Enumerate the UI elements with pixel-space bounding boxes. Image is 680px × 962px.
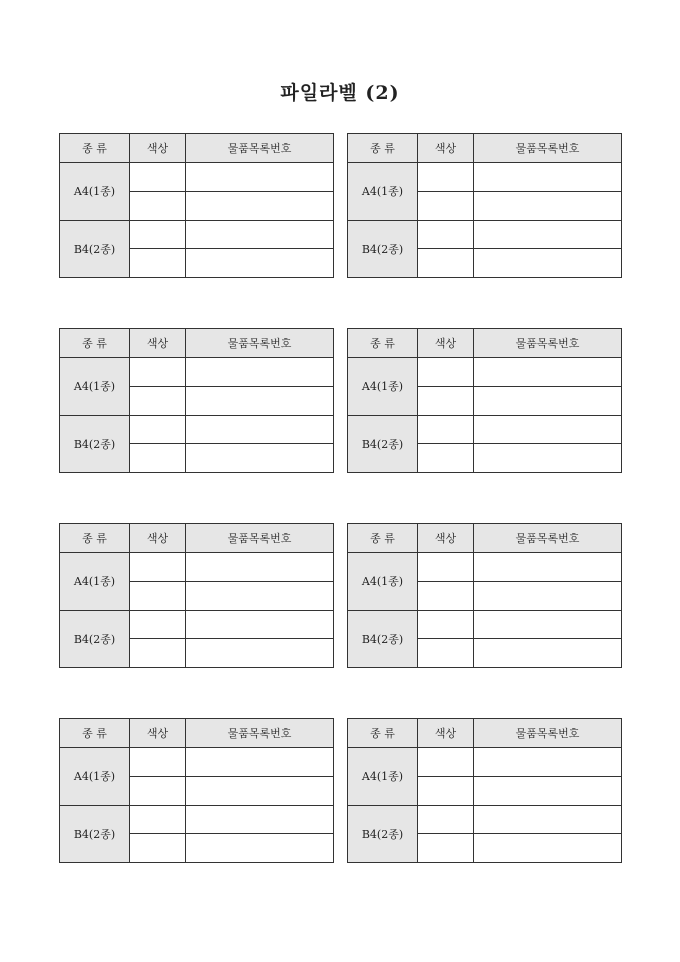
number-cell <box>474 220 622 249</box>
color-cell <box>130 805 186 834</box>
header-number: 물품목록번호 <box>474 134 622 163</box>
number-cell <box>474 748 622 777</box>
header-color: 색상 <box>418 524 474 553</box>
page-title: 파일라벨 (2) <box>280 82 400 104</box>
file-label-table <box>347 523 622 668</box>
file-label-table <box>59 133 334 278</box>
header-color: 색상 <box>130 329 186 358</box>
header-color: 색상 <box>130 134 186 163</box>
color-cell <box>130 415 186 444</box>
color-cell <box>418 581 474 610</box>
number-cell <box>474 834 622 863</box>
color-cell <box>418 220 474 249</box>
number-cell <box>186 415 334 444</box>
number-cell <box>186 358 334 387</box>
number-cell <box>186 805 334 834</box>
number-cell <box>474 415 622 444</box>
number-cell <box>474 249 622 278</box>
color-cell <box>130 444 186 473</box>
row-label-b4: B4(2종) <box>348 415 418 473</box>
header-number: 물품목록번호 <box>474 524 622 553</box>
number-cell <box>186 776 334 805</box>
color-cell <box>418 415 474 444</box>
color-cell <box>130 191 186 220</box>
file-label-table <box>59 328 334 473</box>
color-cell <box>130 220 186 249</box>
row-label-a4: A4(1종) <box>348 163 418 221</box>
header-number: 물품목록번호 <box>186 719 334 748</box>
number-cell <box>474 191 622 220</box>
number-cell <box>474 444 622 473</box>
number-cell <box>186 581 334 610</box>
number-cell <box>186 444 334 473</box>
color-cell <box>130 776 186 805</box>
header-kind: 종 류 <box>60 719 130 748</box>
number-cell <box>186 386 334 415</box>
number-cell <box>186 191 334 220</box>
color-cell <box>130 163 186 192</box>
color-cell <box>130 358 186 387</box>
number-cell <box>474 776 622 805</box>
header-kind: 종 류 <box>60 524 130 553</box>
row-label-b4: B4(2종) <box>348 220 418 278</box>
number-cell <box>186 610 334 639</box>
file-label-table <box>347 718 622 863</box>
row-label-a4: A4(1종) <box>60 748 130 806</box>
number-cell <box>474 581 622 610</box>
color-cell <box>418 191 474 220</box>
row-label-a4: A4(1종) <box>60 553 130 611</box>
row-label-a4: A4(1종) <box>348 748 418 806</box>
header-kind: 종 류 <box>60 329 130 358</box>
header-kind: 종 류 <box>348 134 418 163</box>
header-color: 색상 <box>130 719 186 748</box>
number-cell <box>474 163 622 192</box>
header-kind: 종 류 <box>60 134 130 163</box>
color-cell <box>418 748 474 777</box>
number-cell <box>474 358 622 387</box>
color-cell <box>130 639 186 668</box>
color-cell <box>418 805 474 834</box>
row-label-b4: B4(2종) <box>348 610 418 668</box>
color-cell <box>418 444 474 473</box>
number-cell <box>474 610 622 639</box>
number-cell <box>186 220 334 249</box>
row-label-a4: A4(1종) <box>60 163 130 221</box>
number-cell <box>186 834 334 863</box>
header-number: 물품목록번호 <box>474 719 622 748</box>
color-cell <box>130 553 186 582</box>
color-cell <box>130 748 186 777</box>
number-cell <box>474 553 622 582</box>
header-number: 물품목록번호 <box>186 524 334 553</box>
color-cell <box>418 249 474 278</box>
row-label-a4: A4(1종) <box>348 358 418 416</box>
number-cell <box>186 249 334 278</box>
header-color: 색상 <box>130 524 186 553</box>
row-label-a4: A4(1종) <box>60 358 130 416</box>
color-cell <box>418 358 474 387</box>
number-cell <box>186 748 334 777</box>
header-number: 물품목록번호 <box>474 329 622 358</box>
color-cell <box>418 776 474 805</box>
color-cell <box>418 553 474 582</box>
file-label-table <box>59 523 334 668</box>
number-cell <box>186 639 334 668</box>
color-cell <box>130 581 186 610</box>
row-label-b4: B4(2종) <box>60 415 130 473</box>
color-cell <box>418 834 474 863</box>
file-label-table <box>59 718 334 863</box>
header-kind: 종 류 <box>348 329 418 358</box>
header-number: 물품목록번호 <box>186 329 334 358</box>
header-kind: 종 류 <box>348 719 418 748</box>
color-cell <box>418 163 474 192</box>
row-label-b4: B4(2종) <box>60 610 130 668</box>
number-cell <box>474 639 622 668</box>
file-label-table <box>347 133 622 278</box>
color-cell <box>130 834 186 863</box>
color-cell <box>130 386 186 415</box>
header-number: 물품목록번호 <box>186 134 334 163</box>
header-kind: 종 류 <box>348 524 418 553</box>
header-color: 색상 <box>418 329 474 358</box>
color-cell <box>418 386 474 415</box>
row-label-b4: B4(2종) <box>348 805 418 863</box>
number-cell <box>474 386 622 415</box>
color-cell <box>418 639 474 668</box>
number-cell <box>186 553 334 582</box>
row-label-b4: B4(2종) <box>60 805 130 863</box>
header-color: 색상 <box>418 719 474 748</box>
color-cell <box>130 249 186 278</box>
color-cell <box>418 610 474 639</box>
number-cell <box>186 163 334 192</box>
color-cell <box>130 610 186 639</box>
header-color: 색상 <box>418 134 474 163</box>
number-cell <box>474 805 622 834</box>
file-label-table <box>347 328 622 473</box>
row-label-b4: B4(2종) <box>60 220 130 278</box>
row-label-a4: A4(1종) <box>348 553 418 611</box>
